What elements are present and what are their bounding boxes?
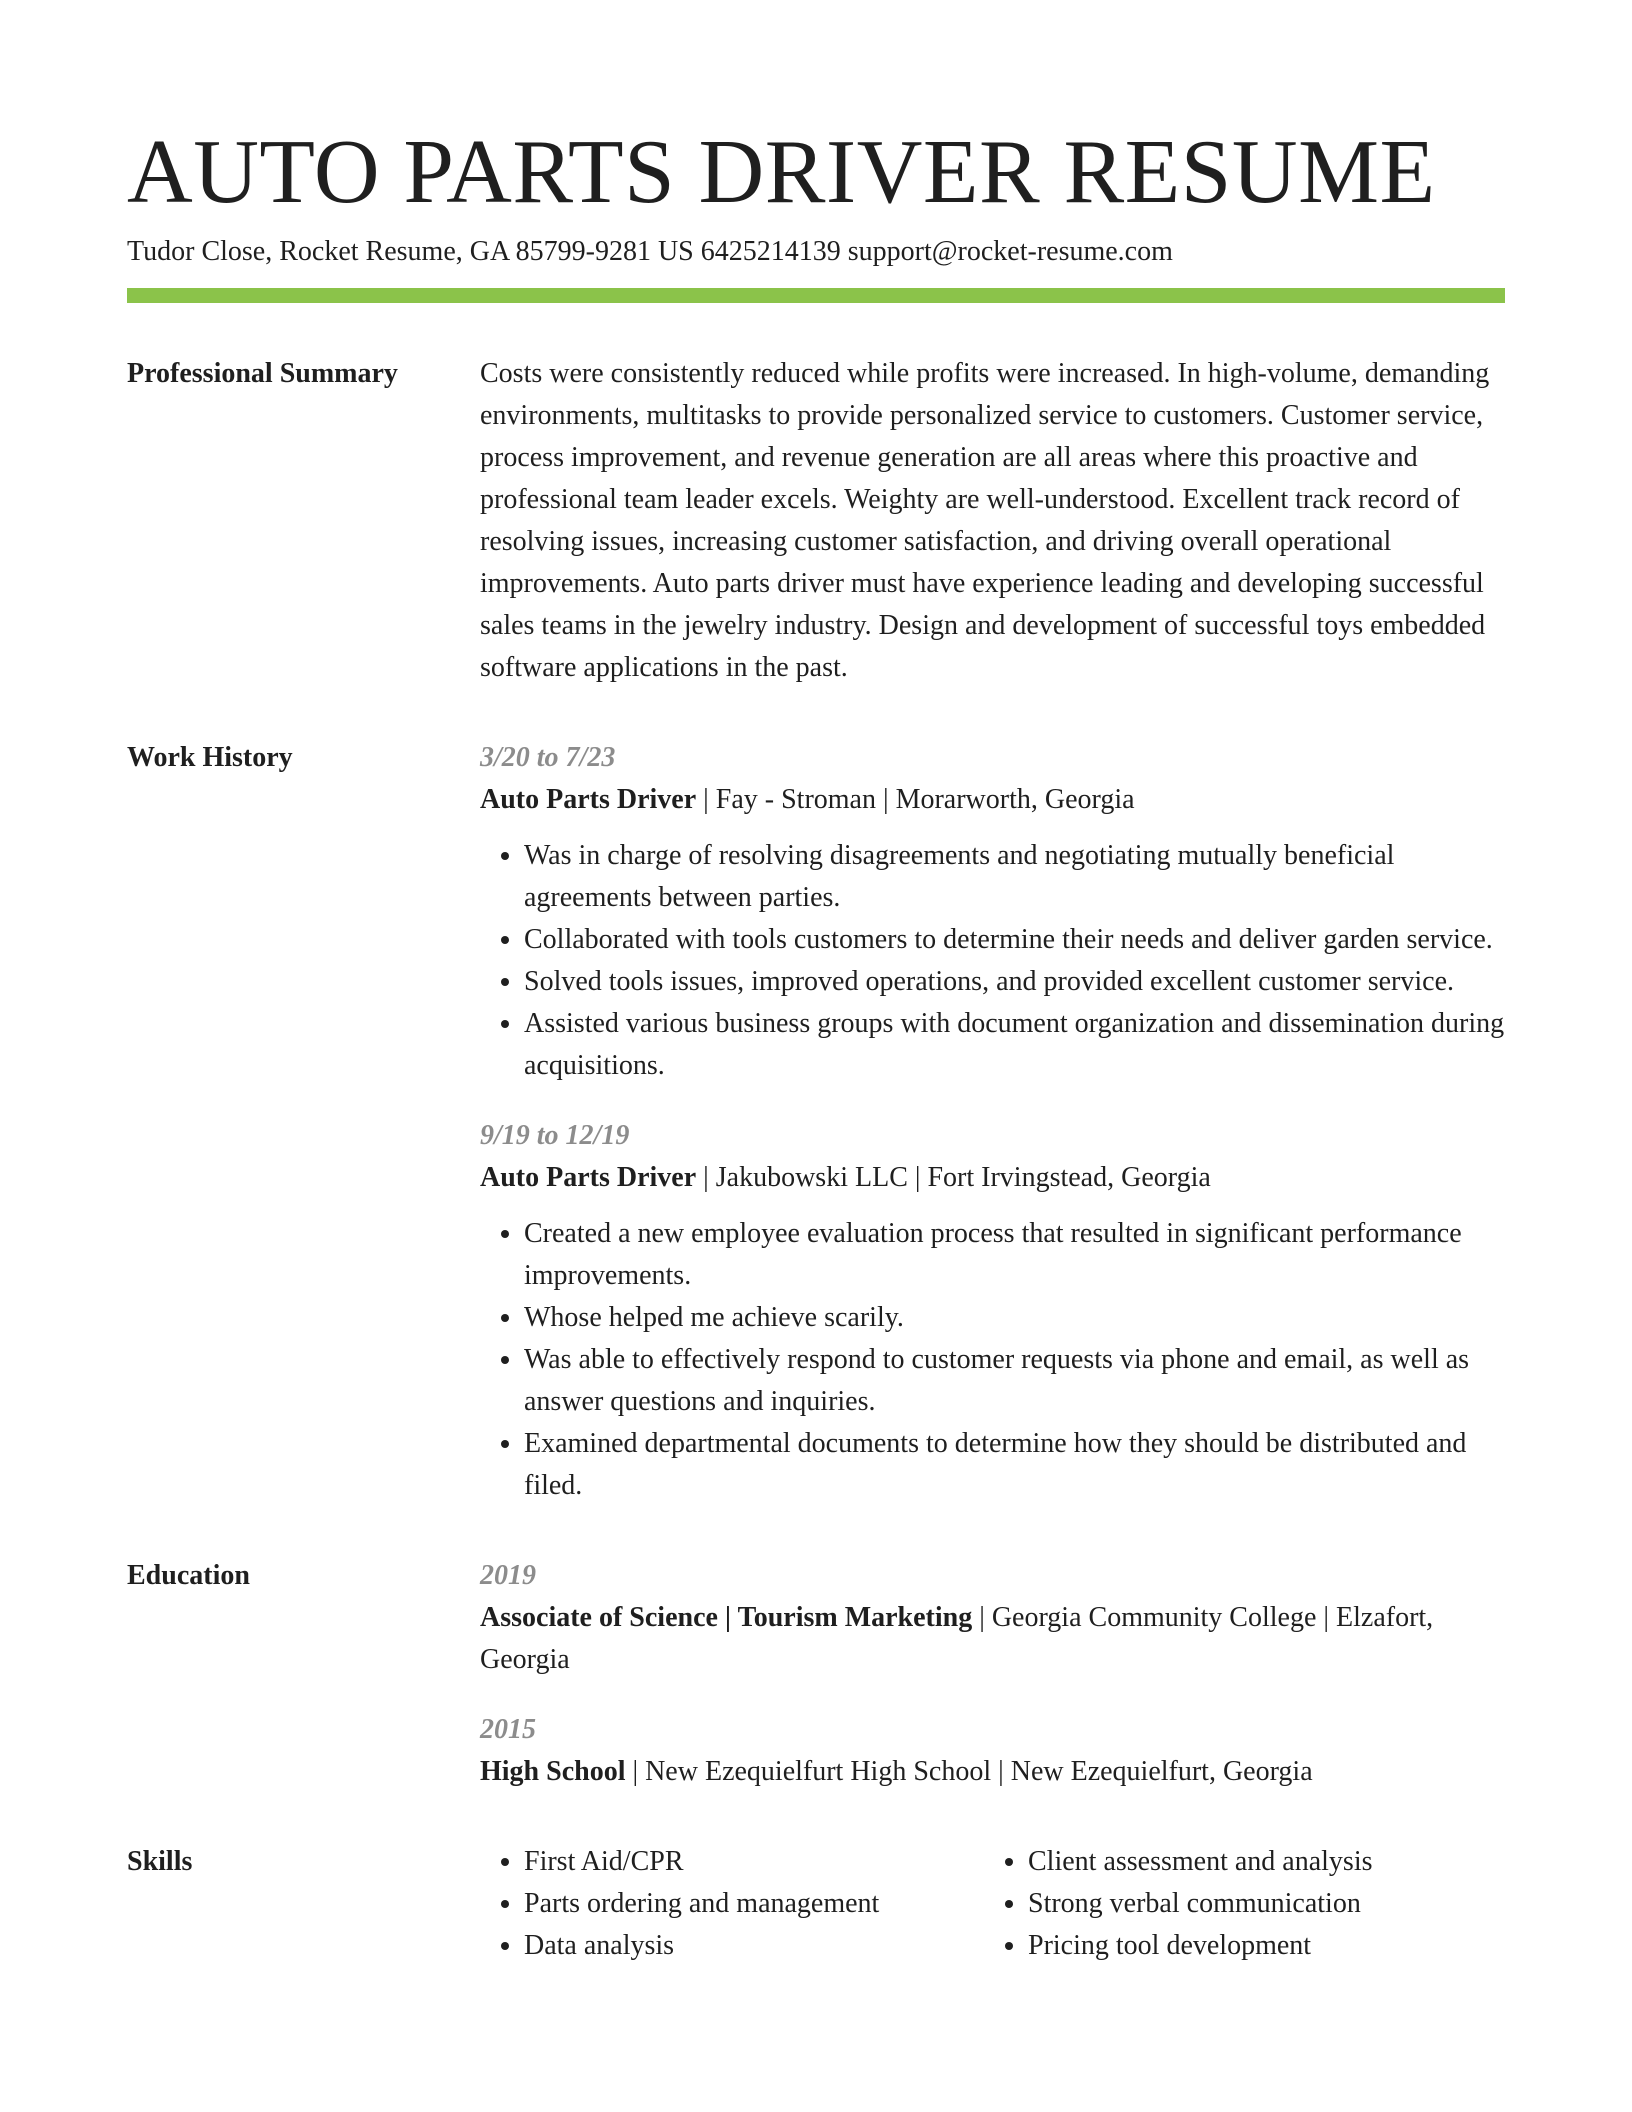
education-details: | Georgia Community College | Elzafort, Georgia bbox=[480, 1602, 1434, 1675]
skills-list-left bbox=[480, 1841, 984, 1967]
education-year: 2019 bbox=[480, 1560, 536, 1591]
list-item: • Pricing tool development bbox=[1028, 1925, 1488, 1967]
summary-content bbox=[480, 353, 1505, 689]
education-content bbox=[480, 1555, 1505, 1793]
section-label-education: Education bbox=[127, 1560, 250, 1591]
education-section bbox=[127, 1555, 1505, 1793]
job-role-line bbox=[480, 779, 1505, 821]
list-item: • Was in charge of resolving disagreements and negotiating mutually beneficial agreements between parties. bbox=[524, 835, 1505, 919]
list-item: • Was able to effectively respond to customer requests via phone and email, as well as answer questions and inquiries. bbox=[524, 1339, 1505, 1423]
education-line bbox=[480, 1597, 1505, 1681]
list-item: • Assisted various business groups with document organization and dissemination during acquisitions. bbox=[524, 1003, 1505, 1087]
job-dates: 9/19 to 12/19 bbox=[480, 1120, 630, 1151]
education-line bbox=[480, 1751, 1505, 1793]
education-entry bbox=[480, 1555, 1505, 1681]
education-entry bbox=[480, 1709, 1505, 1793]
section-label-summary: Professional Summary bbox=[127, 358, 398, 389]
list-item: • Parts ordering and management bbox=[524, 1883, 984, 1925]
job-entry bbox=[480, 1115, 1505, 1507]
job-dates: 3/20 to 7/23 bbox=[480, 742, 616, 773]
list-item: • Whose helped me achieve scarily. bbox=[524, 1297, 1505, 1339]
list-item: • Collaborated with tools customers to determine their needs and deliver garden service. bbox=[524, 919, 1505, 961]
summary-section bbox=[127, 353, 1505, 689]
job-details: | Jakubowski LLC | Fort Irvingstead, Georgia bbox=[696, 1162, 1211, 1193]
skills-content bbox=[480, 1841, 1505, 1967]
section-label-work: Work History bbox=[127, 742, 293, 773]
list-item: • Data analysis bbox=[524, 1925, 984, 1967]
job-title: Auto Parts Driver bbox=[480, 784, 697, 815]
job-details: | Fay - Stroman | Morarworth, Georgia bbox=[696, 784, 1135, 815]
section-label-skills: Skills bbox=[127, 1846, 193, 1877]
job-bullets bbox=[480, 1213, 1505, 1507]
education-year: 2015 bbox=[480, 1714, 536, 1745]
contact-line: Tudor Close, Rocket Resume, GA 85799-9281 US 6425214139 support@rocket-resume.com bbox=[127, 236, 1173, 267]
job-title: Auto Parts Driver bbox=[480, 1162, 697, 1193]
list-item: • Examined departmental documents to determine how they should be distributed and filed. bbox=[524, 1423, 1505, 1507]
job-bullets bbox=[480, 835, 1505, 1087]
list-item: • Created a new employee evaluation process that resulted in significant performance improvements. bbox=[524, 1213, 1505, 1297]
list-item: • Solved tools issues, improved operations, and provided excellent customer service. bbox=[524, 961, 1505, 1003]
list-item: • First Aid/CPR bbox=[524, 1841, 984, 1883]
header-divider bbox=[127, 288, 1505, 303]
list-item: • Client assessment and analysis bbox=[1028, 1841, 1488, 1883]
job-entry bbox=[480, 737, 1505, 1087]
skills-list-right bbox=[984, 1841, 1488, 1967]
work-content bbox=[480, 737, 1505, 1507]
work-history-section bbox=[127, 737, 1505, 1507]
resume-title: AUTO PARTS DRIVER RESUME bbox=[127, 121, 1436, 222]
skills-section bbox=[127, 1841, 1505, 1967]
list-item: • Strong verbal communication bbox=[1028, 1883, 1488, 1925]
degree-title: Associate of Science | Tourism Marketing bbox=[480, 1602, 973, 1633]
degree-title: High School bbox=[480, 1756, 626, 1787]
summary-text: Costs were consistently reduced while profits were increased. In high-volume, demanding environments, multitasks to provide personalized service to customers. Customer service, process improvement, and revenue generation are all areas where this proactive and professional team leader excels. Weighty are well-understood. Excellent track record of resolving issues, increasing customer satisfaction, and driving overall operational improvements. Auto parts driver must have experience leading and developing successful sales teams in the jewelry industry. Design and development of successful toys embedded software applications in the past. bbox=[480, 358, 1490, 683]
skills-grid bbox=[480, 1841, 1505, 1967]
education-details: | New Ezequielfurt High School | New Ezequielfurt, Georgia bbox=[625, 1756, 1313, 1787]
job-role-line bbox=[480, 1157, 1505, 1199]
